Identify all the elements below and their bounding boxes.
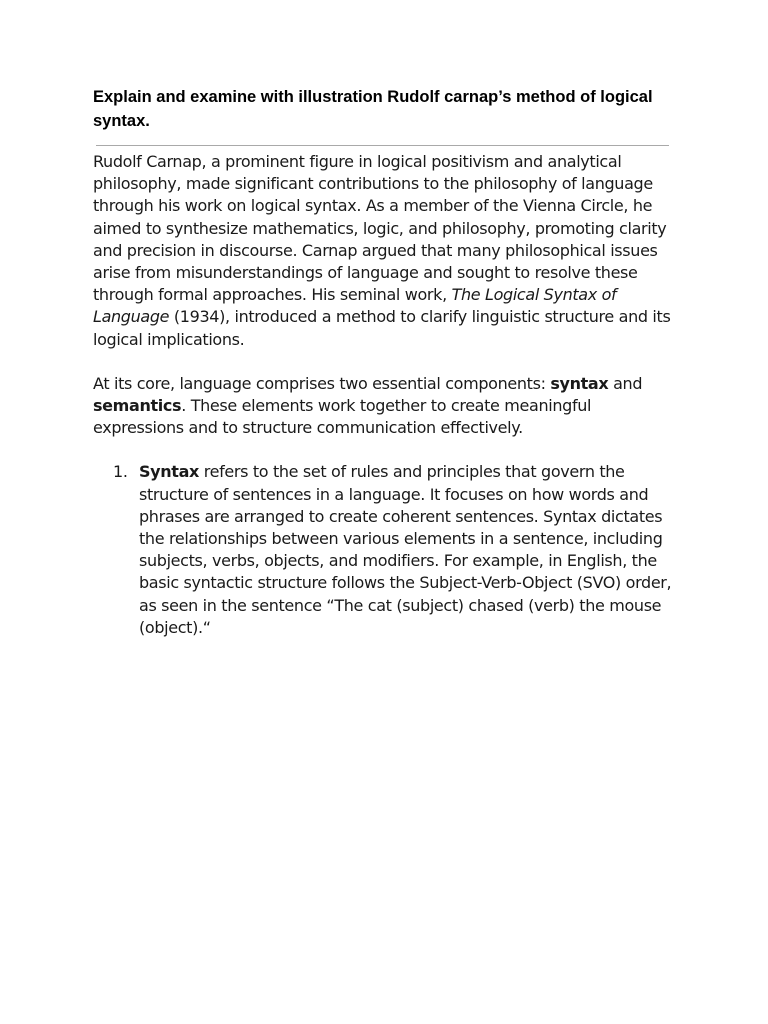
question-heading: Explain and examine with illustration Rudolf carnap’s method of logical syntax. [93, 88, 653, 130]
list-item-number: 1. [113, 462, 128, 482]
components-list [93, 461, 683, 639]
components-intro-text: At its core, language comprises two essential components: [93, 373, 551, 393]
intro-paragraph [93, 151, 683, 351]
list-item-text: refers to the set of rules and principles that govern the structure of sentences in a language. It focuses on how words and phrases are arranged to create coherent sentences. Syntax dictates the relationships between various elements in a sentence, including subjects, verbs, objects, and modifiers. For example, in English, the basic syntactic structure follows the Subject-Verb-Object (SVO) order, as seen in the sentence “The cat (subject) chased (verb) the mouse (object).“ [139, 462, 672, 637]
components-rest-text: . These elements work together to create meaningful expressions and to structure communication effectively. [93, 396, 592, 438]
intro-paragraph-text: Rudolf Carnap, a prominent figure in logical positivism and analytical philosophy, made significant contributions to the philosophy of language through his work on logical syntax. As a member of the Vienna Circle, he aimed to synthesize mathematics, logic, and philosophy, promoting clarity and precision in discourse. Carnap argued that many philosophical issues arise from misunderstandings of language and sought to resolve these through formal approaches. His seminal work, [93, 152, 667, 305]
intro-paragraph-text-end: (1934), introduced a method to clarify linguistic structure and its logical implications. [93, 307, 671, 349]
components-paragraph [93, 373, 683, 440]
list-item [93, 461, 683, 639]
components-connector-text: and [608, 373, 643, 393]
answer-body [93, 151, 683, 639]
term-syntax: syntax [550, 373, 609, 393]
term-semantics: semantics [93, 396, 182, 416]
list-item-term: Syntax [139, 462, 200, 482]
heading-divider [96, 145, 669, 146]
book-title: The Logical Syntax of Language [93, 285, 617, 327]
